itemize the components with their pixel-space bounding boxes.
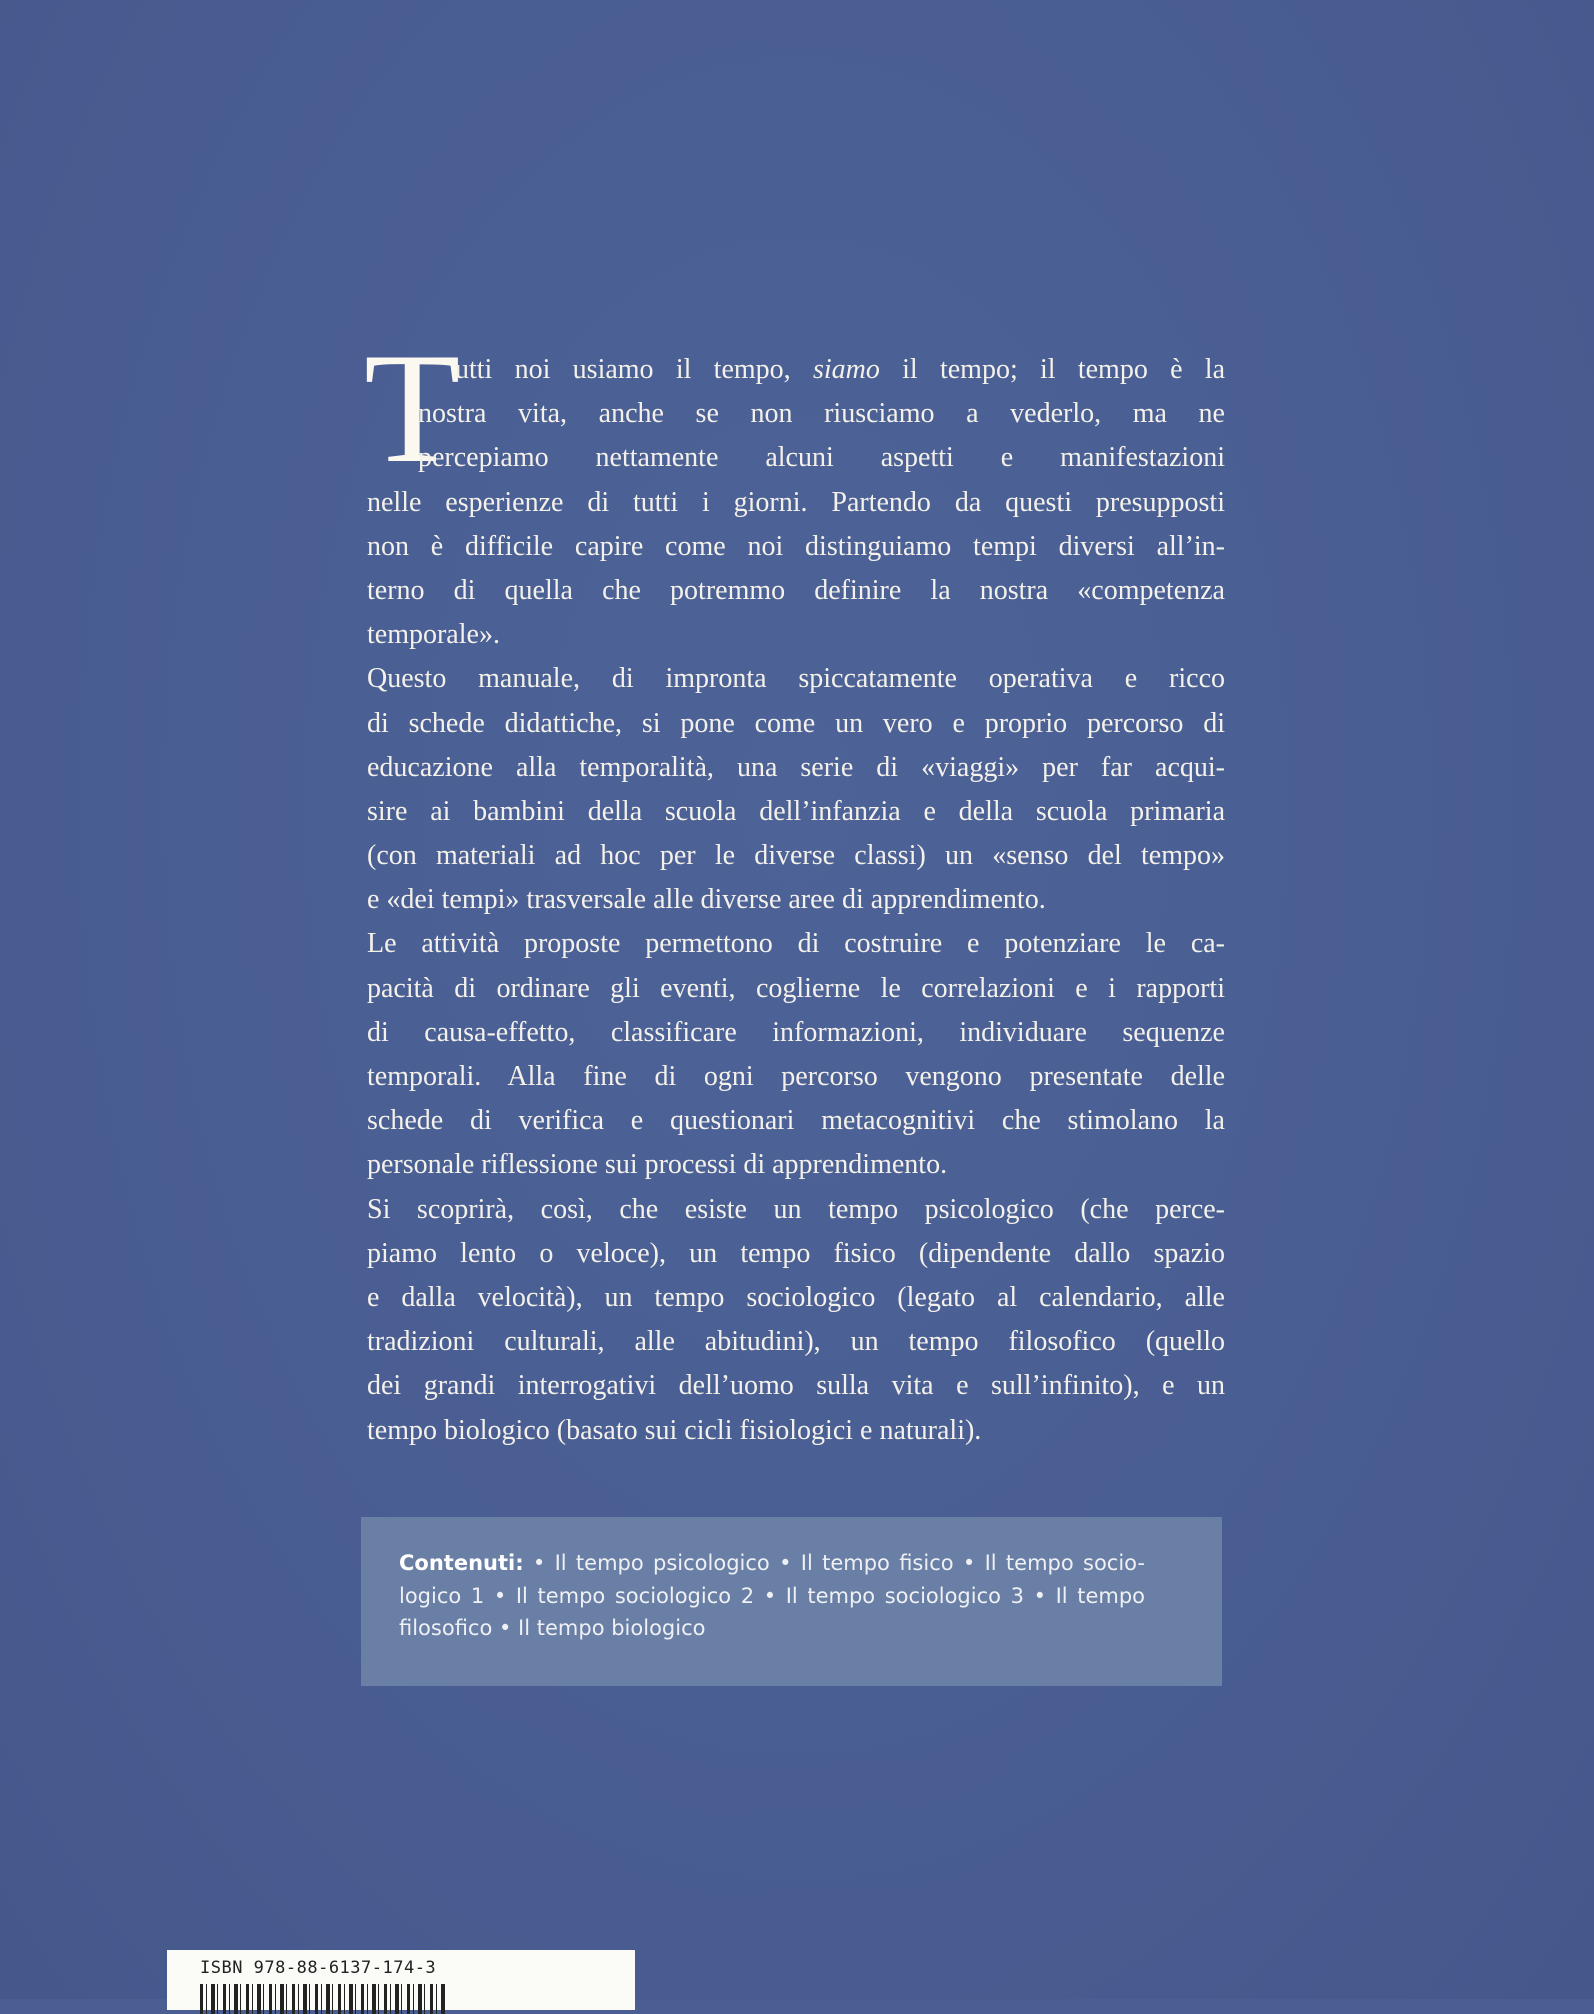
text-line: Le attività proposte permettono di costruire e potenziare le ca-: [367, 928, 1225, 960]
contents-label: Contenuti:: [399, 1551, 524, 1575]
text-line: nelle esperienze di tutti i giorni. Partendo da questi presupposti: [367, 486, 1225, 518]
text-line: piamo lento o veloce), un tempo fisico (dipendente dallo spazio: [367, 1237, 1225, 1269]
text-line: e «dei tempi» trasversale alle diverse aree di apprendimento.: [367, 884, 1046, 916]
text-line: temporale».: [367, 619, 500, 651]
text-line: educazione alla temporalità, una serie di «viaggi» per far acqui-: [367, 751, 1225, 783]
text-line: e dalla velocità), un tempo sociologico (legato al calendario, alle: [367, 1281, 1225, 1313]
text-line: non è difficile capire come noi distinguiamo tempi diversi all’in-: [367, 530, 1225, 562]
text-line: utti noi usiamo il tempo, siamo il tempo; il tempo è la: [455, 354, 1226, 385]
text-line: terno di quella che potremmo definire la nostra «competenza: [367, 574, 1225, 606]
isbn-number: ISBN 978-88-6137-174-3: [200, 1958, 437, 1978]
isbn-label: [167, 1950, 635, 2010]
barcode-icon: [200, 1984, 445, 2014]
text-line: Si scoprirà, così, che esiste un tempo psicologico (che perce-: [367, 1193, 1225, 1225]
drop-cap: T: [364, 321, 461, 496]
text-line: percepiamo nettamente alcuni aspetti e manifestazioni: [418, 442, 1225, 474]
text-line: di schede didattiche, si pone come un vero e proprio percorso di: [367, 707, 1225, 739]
text-line: sire ai bambini della scuola dell’infanzia e della scuola primaria: [367, 795, 1225, 827]
contents-box: [361, 1517, 1222, 1686]
text-line: dei grandi interrogativi dell’uomo sulla vita e sull’infinito), e un: [367, 1370, 1225, 1402]
text-line: pacità di ordinare gli eventi, coglierne le correlazioni e i rapporti: [367, 972, 1225, 1004]
text-line: personale riflessione sui processi di apprendimento.: [367, 1149, 948, 1181]
contents-line: Contenuti: • Il tempo psicologico • Il tempo fisico • Il tempo socio-: [399, 1551, 1145, 1575]
text-line: (con materiali ad hoc per le diverse classi) un «senso del tempo»: [367, 840, 1225, 872]
text-line: nostra vita, anche se non riusciamo a vederlo, ma ne: [418, 398, 1225, 430]
contents-line: logico 1 • Il tempo sociologico 2 • Il tempo sociologico 3 • Il tempo: [399, 1583, 1145, 1608]
contents-list: [399, 1547, 1145, 1645]
contents-line: filosofico • Il tempo biologico: [399, 1616, 706, 1640]
text-line: Questo manuale, di impronta spiccatamente operativa e ricco: [367, 663, 1225, 695]
text-line: tradizioni culturali, alle abitudini), un tempo filosofico (quello: [367, 1326, 1225, 1358]
text-line: tempo biologico (basato sui cicli fisiologici e naturali).: [367, 1414, 982, 1446]
blurb-text: [367, 348, 1225, 1453]
text-line: schede di verifica e questionari metacognitivi che stimolano la: [367, 1105, 1225, 1137]
text-line: temporali. Alla fine di ogni percorso vengono presentate delle: [367, 1061, 1225, 1092]
text-line: di causa-effetto, classificare informazioni, individuare sequenze: [367, 1016, 1225, 1048]
